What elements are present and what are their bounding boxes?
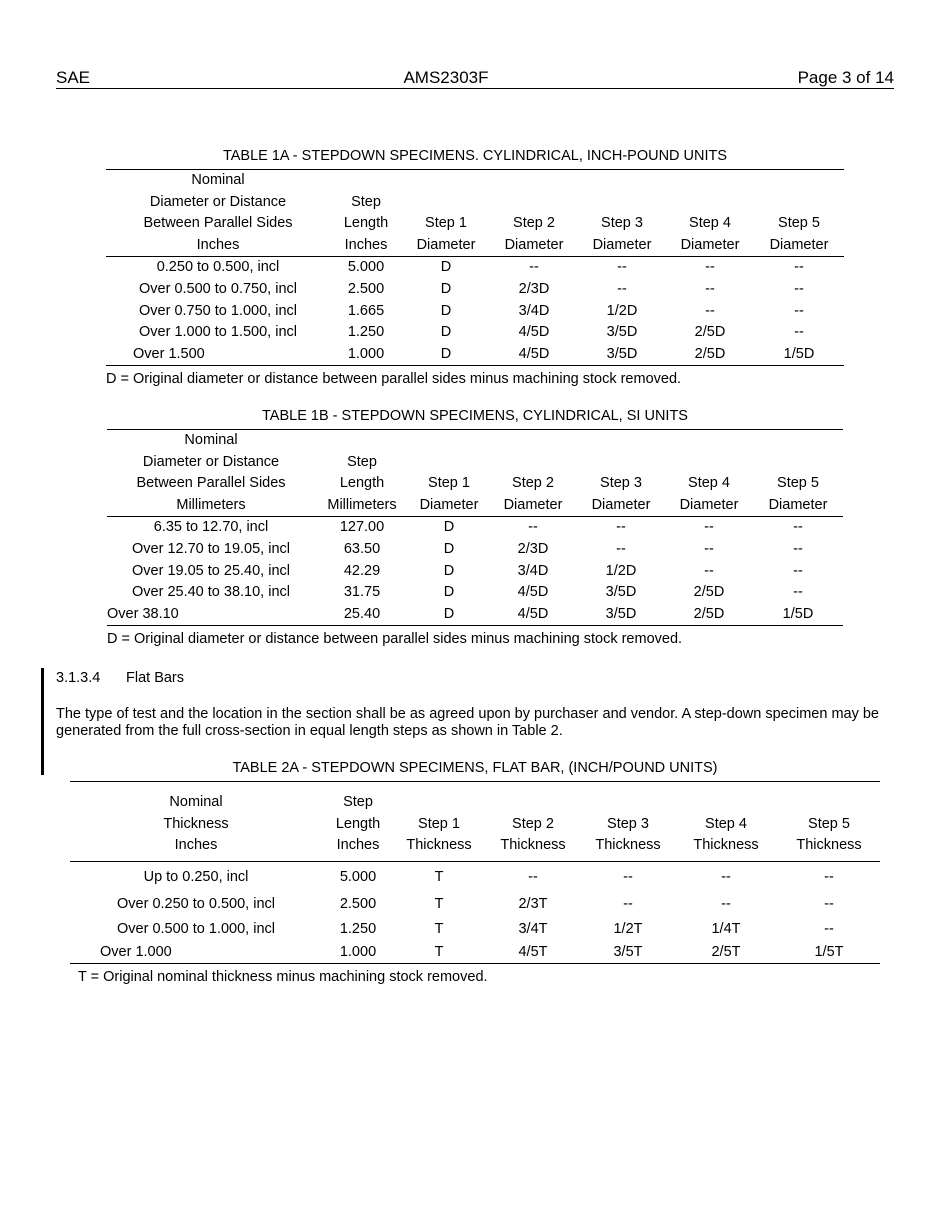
column-header-line: Step 4 (688, 475, 730, 492)
row-label-cell: Over 0.250 to 0.500, incl (117, 895, 275, 912)
column-header-line: Diameter (577, 495, 665, 517)
table-cell: -- (824, 895, 834, 912)
table-cell: 2/5D (665, 604, 753, 626)
column-header-line (394, 782, 484, 814)
column-header-line: Length (343, 215, 389, 232)
row-label-cell: Over 19.05 to 25.40, incl (132, 562, 290, 579)
column-header-line: Thickness (674, 835, 778, 861)
table-cell: 1/2T (613, 920, 643, 937)
table-cell: -- (529, 259, 539, 276)
table-cell: -- (793, 519, 803, 536)
table-header (70, 782, 880, 862)
table-cell: -- (794, 259, 804, 276)
table-cell: 2/3D (517, 540, 549, 557)
table-cell: 1/4T (711, 920, 741, 937)
table-header (106, 170, 844, 257)
table-cell: -- (617, 259, 627, 276)
table-cell: 3/4D (517, 562, 549, 579)
table-cell: -- (824, 920, 834, 937)
column-header-line: Diameter (489, 495, 577, 517)
table-cell: -- (704, 540, 714, 557)
data-table (106, 169, 844, 366)
section-title: Flat Bars (126, 670, 185, 686)
table-cell: 2/5T (674, 942, 778, 964)
table-cell: 5.000 (339, 868, 377, 885)
data-table (107, 429, 843, 626)
table-cell: -- (705, 259, 715, 276)
table-cell: 2/3T (518, 895, 548, 912)
table-cell: 2/5D (666, 344, 754, 366)
table-cell: D (440, 259, 452, 276)
table-cell: -- (721, 895, 731, 912)
header-row (107, 452, 843, 474)
column-header-line: Between Parallel Sides (143, 215, 293, 232)
table-cell: -- (704, 562, 714, 579)
column-header-line: Step 3 (601, 215, 643, 232)
column-header-line: Step 1 (418, 815, 460, 832)
table-cell: -- (794, 280, 804, 297)
table-cell: -- (704, 519, 714, 536)
header-row (107, 473, 843, 495)
table-row (107, 539, 843, 561)
table-cell: -- (616, 540, 626, 557)
row-label-cell: 0.250 to 0.500, incl (156, 259, 280, 276)
column-header-line (330, 170, 402, 192)
header-row (106, 235, 844, 257)
row-label-cell: Over 12.70 to 19.05, incl (132, 540, 290, 557)
column-header-line: Diameter (578, 235, 666, 257)
table-cell: 1.250 (339, 920, 377, 937)
table-cell: 2.500 (347, 280, 385, 297)
table-body (70, 861, 880, 963)
table-cell: D (402, 344, 490, 366)
column-header-line: Diameter (666, 235, 754, 257)
column-header-line: Thickness (163, 815, 229, 832)
column-header-line: Step 5 (808, 815, 850, 832)
row-label-cell: Over 1.000 to 1.500, incl (139, 324, 297, 341)
column-header-line: Thickness (778, 835, 880, 861)
table-cell: 63.50 (343, 540, 381, 557)
column-header-line: Diameter (754, 235, 844, 257)
column-header-line (665, 430, 753, 452)
table-cell: 3/5D (578, 344, 666, 366)
table-2a (70, 759, 880, 986)
table-row (70, 942, 880, 964)
column-header-line: Millimeters (315, 495, 409, 517)
column-header-line: Step (351, 193, 381, 210)
table-cell: 1/5D (753, 604, 843, 626)
table-row (70, 917, 880, 942)
row-label-cell: Over 38.10 (107, 604, 315, 626)
column-header-line: Step 5 (778, 215, 820, 232)
table-row (70, 892, 880, 917)
table-title: TABLE 2A - STEPDOWN SPECIMENS, FLAT BAR, (INCH/POUND UNITS) (232, 760, 718, 776)
column-header-line: Nominal (107, 430, 315, 452)
column-header-line (490, 192, 578, 214)
table-1b (107, 407, 843, 648)
header-row (70, 814, 880, 836)
table-cell: 4/5D (490, 344, 578, 366)
column-header-line: Diameter (402, 235, 490, 257)
table-row (107, 561, 843, 583)
table-cell: -- (528, 868, 538, 885)
section-paragraph: The type of test and the location in the section shall be as agreed upon by purchaser and vendor. A step-down specimen may be generated from the full cross-section in equal length steps as shown in Table 2. (56, 706, 879, 739)
revision-bar (41, 668, 44, 775)
column-header-line: Step 2 (512, 475, 554, 492)
header-row (106, 213, 844, 235)
header-row (106, 170, 844, 192)
table-cell: 2.500 (339, 895, 377, 912)
table-cell: T (434, 868, 444, 885)
column-header-line (666, 170, 754, 192)
table-cell: 3/5D (606, 324, 638, 341)
table-cell: -- (793, 562, 803, 579)
column-header-line (778, 782, 880, 814)
table-cell: 3/5D (605, 584, 637, 601)
row-label-cell: Over 1.000 (70, 942, 322, 964)
row-label-cell: Over 1.500 (106, 344, 330, 366)
table-cell: D (440, 280, 452, 297)
table-note: D = Original diameter or distance between parallel sides minus machining stock removed. (107, 631, 683, 648)
table-cell: D (409, 604, 489, 626)
data-table (70, 781, 880, 964)
table-cell: 1.250 (347, 324, 385, 341)
table-cell: -- (623, 868, 633, 885)
table-cell: D (443, 519, 455, 536)
table-cell: 127.00 (339, 519, 385, 536)
table-cell: 1/5D (754, 344, 844, 366)
section-heading (56, 669, 184, 687)
row-label-cell: 6.35 to 12.70, incl (153, 519, 269, 536)
column-header-line: Step (347, 453, 377, 470)
column-header-line: Length (339, 475, 385, 492)
table-cell: -- (705, 280, 715, 297)
column-header-line: Between Parallel Sides (136, 475, 286, 492)
column-header-line (409, 430, 489, 452)
table-cell: T (394, 942, 484, 964)
table-cell: 2/5D (693, 584, 725, 601)
column-header-line: Thickness (582, 835, 674, 861)
page-header (56, 68, 894, 89)
column-header-line (402, 192, 490, 214)
column-header-line: Step 2 (513, 215, 555, 232)
table-cell: D (440, 302, 452, 319)
table-row (106, 301, 844, 323)
table-cell: D (443, 562, 455, 579)
row-label-cell: Over 0.500 to 0.750, incl (139, 280, 297, 297)
table-cell: 1/2D (605, 562, 637, 579)
column-header-line: Step 4 (689, 215, 731, 232)
table-row (107, 604, 843, 626)
header-org: SAE (56, 68, 91, 87)
table-cell: 4/5D (489, 604, 577, 626)
table-cell: D (443, 584, 455, 601)
table-cell: 3/5D (577, 604, 665, 626)
table-row (70, 861, 880, 892)
table-cell: 3/4D (518, 302, 550, 319)
column-header-line (490, 170, 578, 192)
column-header-line: Diameter (665, 495, 753, 517)
column-header-line (665, 452, 753, 474)
column-header-line: Thickness (394, 835, 484, 861)
column-header-line (754, 170, 844, 192)
table-cell: 2/3D (518, 280, 550, 297)
table-cell: 25.40 (315, 604, 409, 626)
table-cell: -- (528, 519, 538, 536)
table-cell: -- (794, 324, 804, 341)
row-label-cell: Over 25.40 to 38.10, incl (132, 584, 290, 601)
table-cell: 1/5T (778, 942, 880, 964)
header-doc-number: AMS2303F (403, 68, 489, 87)
column-header-line: Diameter (409, 495, 489, 517)
column-header-line (489, 430, 577, 452)
column-header-line (577, 452, 665, 474)
table-cell: 1/2D (606, 302, 638, 319)
column-header-line (409, 452, 489, 474)
column-header-line (489, 452, 577, 474)
table-title: TABLE 1B - STEPDOWN SPECIMENS, CYLINDRICAL, SI UNITS (262, 408, 688, 424)
table-cell: 1.000 (330, 344, 402, 366)
table-cell: 4/5T (484, 942, 582, 964)
table-cell: -- (824, 868, 834, 885)
table-cell: 1.000 (322, 942, 394, 964)
table-1a (106, 147, 844, 388)
header-row (70, 835, 880, 861)
column-header-line: Diameter or Distance (149, 193, 287, 210)
row-label-cell: Over 0.500 to 1.000, incl (117, 920, 275, 937)
table-cell: 5.000 (347, 259, 385, 276)
column-header-line: Inches (70, 835, 322, 861)
table-cell: -- (793, 584, 803, 601)
row-label-cell: Over 0.750 to 1.000, incl (139, 302, 297, 319)
table-cell: 31.75 (343, 584, 381, 601)
column-header-line: Step 3 (607, 815, 649, 832)
table-note: T = Original nominal thickness minus machining stock removed. (78, 968, 488, 985)
table-cell: -- (721, 868, 731, 885)
row-label-cell: Up to 0.250, incl (143, 868, 249, 885)
column-header-line: Step 1 (425, 215, 467, 232)
table-cell: -- (616, 519, 626, 536)
column-header-line (577, 430, 665, 452)
column-header-line (753, 430, 843, 452)
table-row (106, 322, 844, 344)
table-cell: -- (623, 895, 633, 912)
header-page-number: Page 3 of 14 (797, 68, 894, 87)
table-title: TABLE 1A - STEPDOWN SPECIMENS. CYLINDRICAL, INCH-POUND UNITS (222, 148, 728, 164)
table-row (106, 279, 844, 301)
column-header-line: Inches (322, 835, 394, 861)
column-header-line: Inches (106, 235, 330, 257)
column-header-line: Step 2 (512, 815, 554, 832)
table-cell: 4/5D (518, 324, 550, 341)
column-header-line: Diameter or Distance (142, 453, 280, 470)
header-row (106, 192, 844, 214)
section-number: 3.1.3.4 (56, 670, 101, 686)
column-header-line (582, 782, 674, 814)
column-header-line (754, 192, 844, 214)
column-header-line (578, 192, 666, 214)
table-cell: 42.29 (343, 562, 381, 579)
column-header-line: Inches (330, 235, 402, 257)
column-header-line (666, 192, 754, 214)
column-header-line: Diameter (490, 235, 578, 257)
column-header-line (315, 430, 409, 452)
column-header-line: Step 5 (777, 475, 819, 492)
table-cell: 2/5D (694, 324, 726, 341)
table-note: D = Original diameter or distance between parallel sides minus machining stock removed. (106, 371, 682, 388)
column-header-line: Millimeters (107, 495, 315, 517)
column-header-line: Step 1 (428, 475, 470, 492)
header-row (107, 430, 843, 452)
column-header-line: Step 4 (705, 815, 747, 832)
table-cell: -- (705, 302, 715, 319)
table-cell: -- (794, 302, 804, 319)
column-header-line: Nominal (106, 170, 330, 192)
column-header-line (753, 452, 843, 474)
table-cell: 4/5D (517, 584, 549, 601)
table-cell: T (434, 895, 444, 912)
column-header-line: Diameter (753, 495, 843, 517)
column-header-line: Step (322, 782, 394, 814)
column-header-line: Step 3 (600, 475, 642, 492)
table-row (106, 344, 844, 366)
header-row (70, 782, 880, 814)
table-row (107, 582, 843, 604)
column-header-line (484, 782, 582, 814)
table-cell: 3/5T (582, 942, 674, 964)
table-cell: D (440, 324, 452, 341)
table-body (107, 517, 843, 626)
column-header-line: Nominal (70, 782, 322, 814)
table-cell: D (443, 540, 455, 557)
column-header-line (578, 170, 666, 192)
table-row (107, 517, 843, 539)
table-cell: -- (793, 540, 803, 557)
table-cell: 3/4T (518, 920, 548, 937)
table-cell: 1.665 (347, 302, 385, 319)
column-header-line: Thickness (484, 835, 582, 861)
table-cell: -- (617, 280, 627, 297)
table-row (106, 257, 844, 279)
table-body (106, 257, 844, 366)
table-header (107, 430, 843, 517)
table-cell: T (434, 920, 444, 937)
column-header-line (674, 782, 778, 814)
column-header-line: Length (335, 815, 381, 832)
header-row (107, 495, 843, 517)
column-header-line (402, 170, 490, 192)
